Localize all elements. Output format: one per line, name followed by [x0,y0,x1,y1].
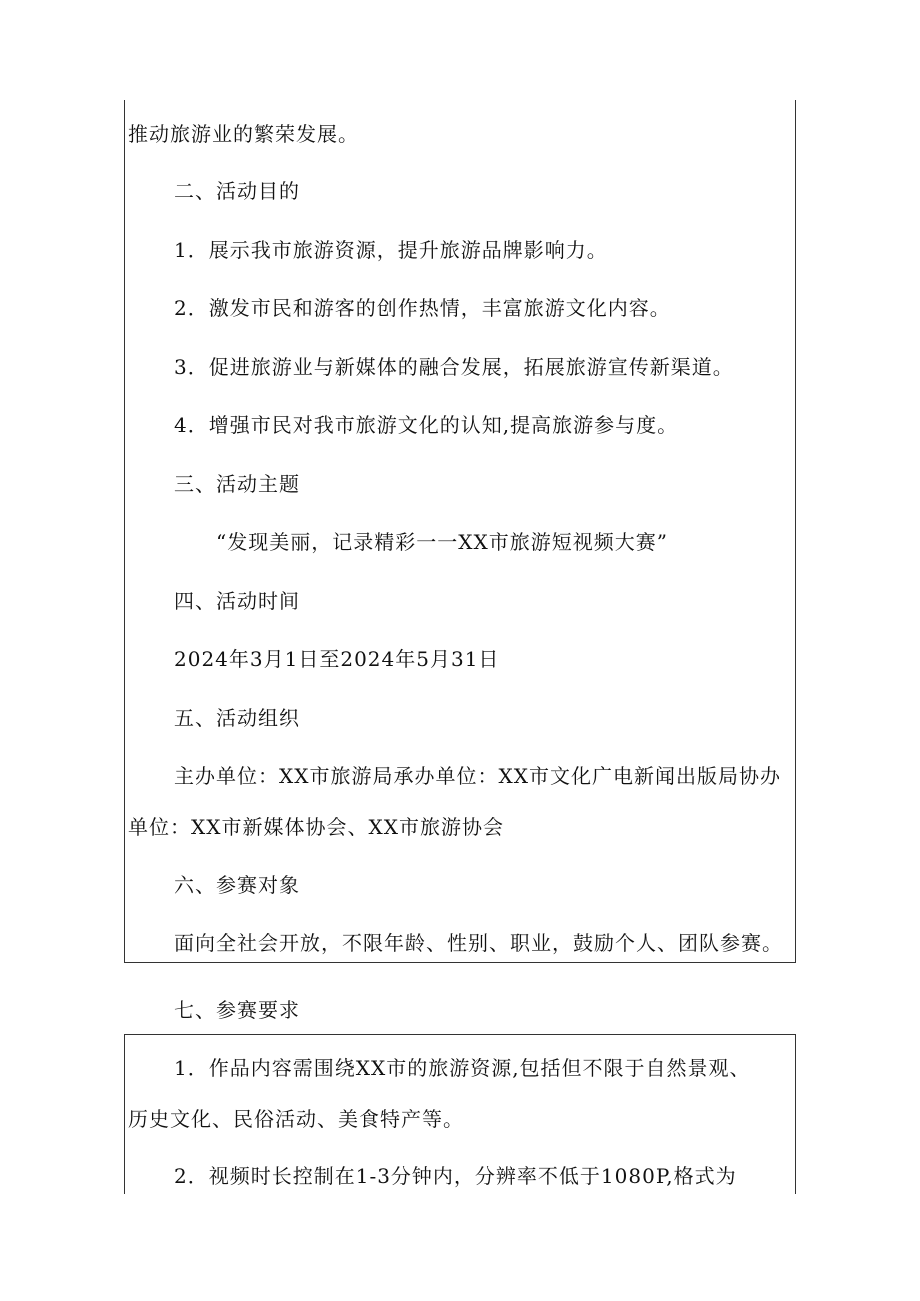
purpose-item-2: 2．激发市民和游客的创作热情，丰富旅游文化内容。 [174,296,671,320]
heading-entry-requirements: 七、参赛要求 [174,998,300,1022]
heading-activity-time: 四、活动时间 [174,589,300,613]
requirement-item-2-line-1: 2．视频时长控制在1-3分钟内，分辨率不低于1080P,格式为 [174,1164,737,1188]
purpose-item-3: 3．促进旅游业与新媒体的融合发展，拓展旅游宣传新渠道。 [174,355,734,379]
organization-text-line-1: 主办单位：XX市旅游局承办单位：XX市文化广电新闻出版局协办 [174,764,781,788]
organization-text-line-2: 单位：XX市新媒体协会、XX市旅游协会 [128,815,504,839]
activity-time-text: 2024年3月1日至2024年5月31日 [174,647,500,671]
purpose-item-4: 4．增强市民对我市旅游文化的认知,提高旅游参与度。 [174,413,679,437]
activity-theme-text: “发现美丽，记录精彩一一XX市旅游短视频大赛” [216,530,668,554]
participants-text: 面向全社会开放，不限年龄、性别、职业，鼓励个人、团队参赛。 [174,931,783,955]
heading-activity-organization: 五、活动组织 [174,706,300,730]
requirement-item-1-line-1: 1．作品内容需围绕XX市的旅游资源,包括但不限于自然景观、 [174,1056,751,1080]
purpose-item-1: 1．展示我市旅游资源，提升旅游品牌影响力。 [174,238,608,262]
heading-participants: 六、参赛对象 [174,873,300,897]
requirement-item-1-line-2: 历史文化、民俗活动、美食特产等。 [128,1107,464,1131]
heading-activity-purpose: 二、活动目的 [174,179,300,203]
heading-activity-theme: 三、活动主题 [174,472,300,496]
paragraph-continuation: 推动旅游业的繁荣发展。 [128,122,359,146]
